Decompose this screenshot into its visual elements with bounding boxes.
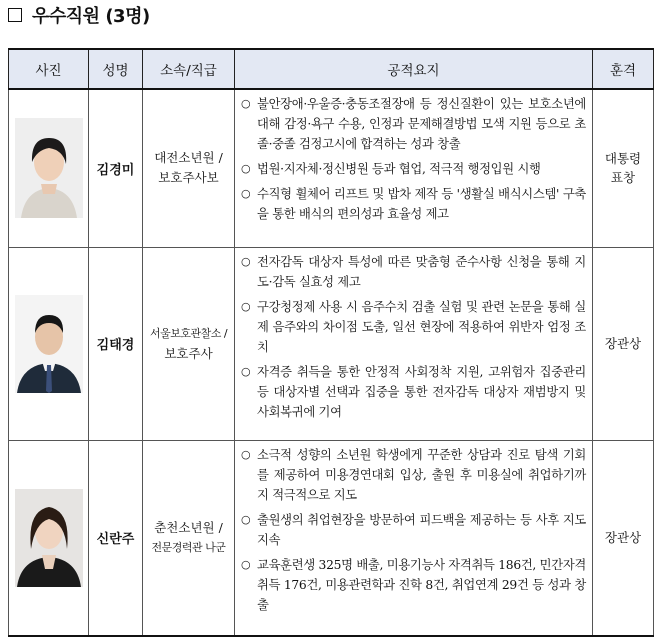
achievement-item: ○ 교육훈련생 325명 배출, 미용기능사 자격취득 186건, 민간자격취득 176건, 미용관련학과 진학 8건, 취업연계 29건 등 성과 창출 [241,555,586,615]
award-cell [593,247,654,440]
photo-cell [9,440,89,636]
header-org: 소속/직급 [143,49,235,89]
achievement-item: ○ 출원생의 취업현장을 방문하여 피드백을 제공하는 등 사후 지도 지속 [241,510,586,550]
org-cell [143,440,235,636]
bullet-icon: ○ [241,162,251,175]
achievements-cell [235,247,593,440]
name-cell [89,247,143,440]
org-rank: 보호주사 [164,345,213,361]
award-cell [593,89,654,247]
portrait-photo [15,118,83,218]
name-cell [89,89,143,247]
header-photo: 사진 [9,49,89,89]
photo-cell [9,89,89,247]
staff-name: 김태경 [96,338,135,353]
bullet-icon: ○ [241,364,251,378]
page-title [8,2,150,28]
table-row [9,89,654,247]
org-cell [143,247,235,440]
photo-cell [9,247,89,440]
org-affiliation: 서울보호관찰소 / [149,326,228,340]
award-cell [593,440,654,636]
staff-table [8,48,654,637]
table-row [9,247,654,440]
award-line1: 장관상 [604,530,642,546]
award-line1: 장관상 [604,336,642,351]
staff-name: 김경미 [96,162,135,178]
bullet-icon: ○ [241,254,251,268]
org-cell [143,89,235,247]
header-name: 성명 [89,49,143,89]
org-rank: 보호주사보 [158,170,219,186]
page-title-text: 우수직원 (3명) [32,6,150,27]
portrait-photo [15,489,83,587]
award-line1: 대통령 [604,151,642,167]
bullet-icon: ○ [241,299,251,313]
checkbox-icon [8,8,22,22]
achievements-cell [235,89,593,247]
name-cell [89,440,143,636]
award-line2: 표창 [610,170,636,186]
bullet-icon: ○ [241,187,251,200]
achievement-item: ○ 자격증 취득을 통한 안정적 사회정착 지원, 고위험자 집중관리 등 대상자별 선택과 집중을 통한 전자감독 대상자 재범방지 및 사회복귀에 기여 [241,362,586,422]
header-row [9,49,654,89]
portrait-photo [15,295,83,393]
achievement-item: ○ 소극적 성향의 소년원 학생에게 꾸준한 상담과 진로 탐색 기회를 제공하여 미용경연대회 입상, 출원 후 미용실에 취업하기까지 적극적으로 지도 [241,445,586,505]
bullet-icon: ○ [241,557,251,571]
achievement-item: ○ 구강청정제 사용 시 음주수치 검출 실험 및 관련 논문을 통해 실제 음주와의 차이점 도출, 일선 현장에 적용하여 위반자 엄정 조치 [241,297,586,357]
achievements-cell [235,440,593,636]
header-achievements: 공적요지 [235,49,593,89]
bullet-icon: ○ [241,512,251,526]
org-affiliation: 춘천소년원 / [154,519,223,535]
achievement-item: ○ 불안장애·우울증·충동조절장애 등 정신질환이 있는 보호소년에 대해 감정·욕구 수용, 인정과 문제해결방법 모색 지원 등으로 초졸·중졸 검정고시에 합격하는 성과 창출 [241,94,586,154]
staff-name: 신란주 [96,532,135,548]
achievement-item: ○ 수직형 휠체어 리프트 및 밥차 제작 등 '생활실 배식시스템' 구축을 통한 배식의 편의성과 효율성 제고 [241,184,586,224]
org-rank: 전문경력관 나군 [151,540,226,554]
header-award: 훈격 [593,49,654,89]
bullet-icon: ○ [241,97,251,110]
table-row [9,440,654,636]
achievement-item: ○ 법원·지자체·정신병원 등과 협업, 적극적 행정입원 시행 [241,159,586,179]
org-affiliation: 대전소년원 / [154,150,223,166]
bullet-icon: ○ [241,447,251,461]
achievement-item: ○ 전자감독 대상자 특성에 따른 맞춤형 준수사항 신청을 통해 지도·감독 실효성 제고 [241,252,586,292]
